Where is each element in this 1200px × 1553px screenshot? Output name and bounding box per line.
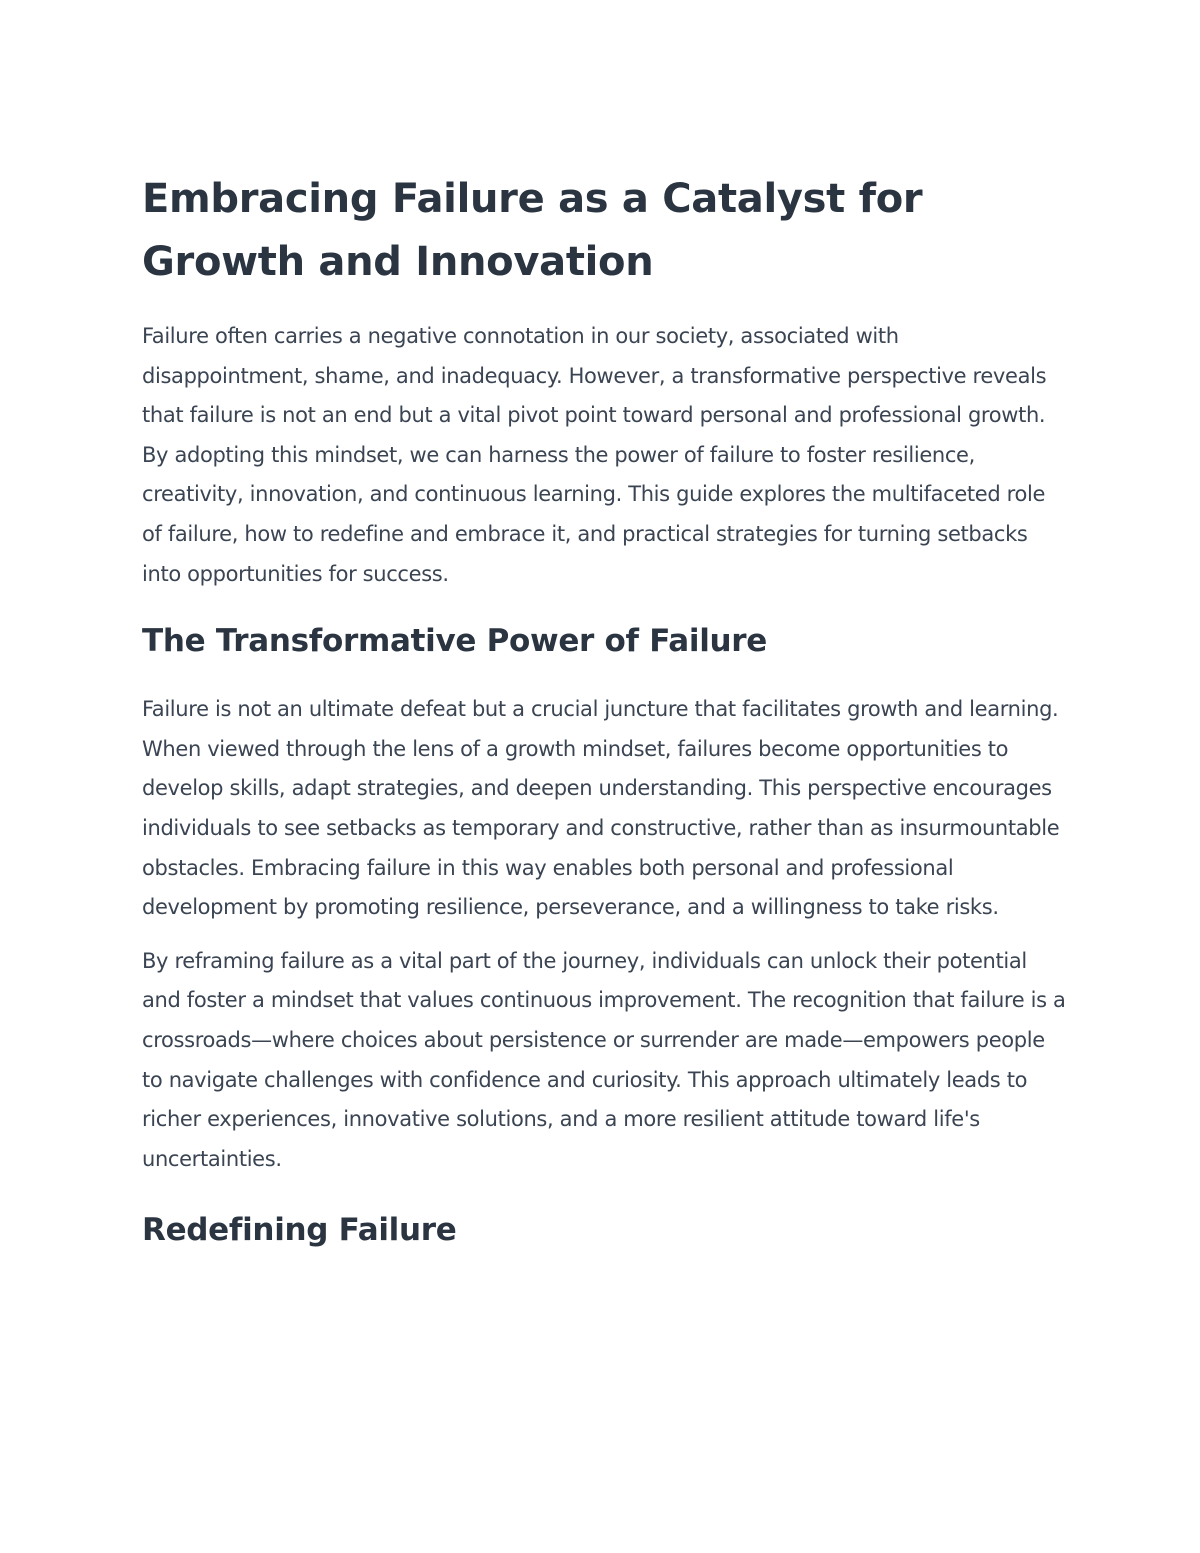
section-paragraph: By reframing failure as a vital part of the journey, individuals can unlock their potential and foster a mindset that values continuous improvement. The recognition that failure is a crossroads—where choices about persistence or surrender are made—empowers people to navigate challenges with confidence and curiosity. This approach ultimately leads to richer experiences, innovative solutions, and a more resilient attitude toward life's uncertainties. [142,948,1066,1171]
intro-paragraph: Failure often carries a negative connotation in our society, associated with disappointment, shame, and inadequacy. However, a transformative perspective reveals that failure is not an end but a vital pivot point toward personal and professional growth. By adopting this mindset, we can harness the power of failure to foster resilience, creativity, innovation, and continuous learning. This guide explores the multifaceted role of failure, how to redefine and embrace it, and practical strategies for turning setbacks into opportunities for success. [142,324,1047,586]
section-heading-redefining-failure: Redefining Failure [142,1212,457,1249]
section-paragraph: Failure is not an ultimate defeat but a crucial juncture that facilitates growth and learning. When viewed through the lens of a growth mindset, failures become opportunities to develop skills, adapt strategies, and deepen understanding. This perspective encourages individuals to see setbacks as temporary and constructive, rather than as insurmountable obstacles. Embracing failure in this way enables both personal and professional development by promoting resilience, perseverance, and a willingness to take risks. [142,697,1060,920]
document-page [142,168,1067,1250]
document-title: Embracing Failure as a Catalyst for Growth and Innovation [142,176,923,285]
section-heading-transformative-power: The Transformative Power of Failure [142,623,768,660]
